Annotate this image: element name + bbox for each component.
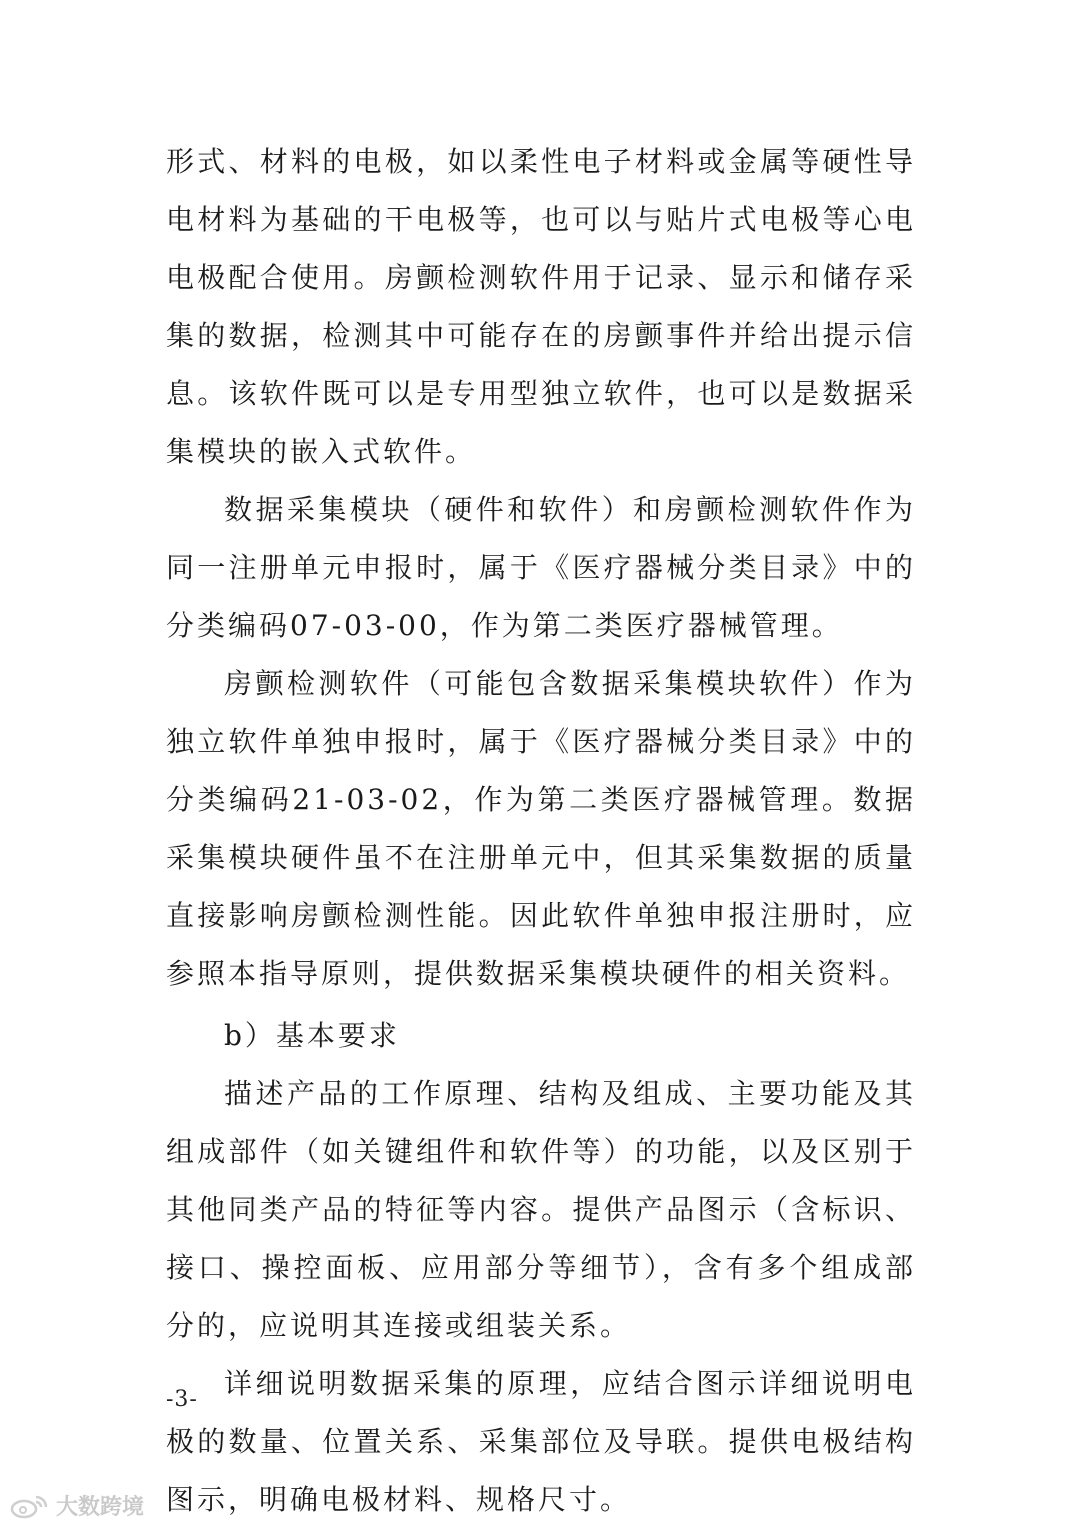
paragraph-standalone-software: 房颤检测软件（可能包含数据采集模块软件）作为独立软件单独申报时，属于《医疗器械分类目录》中的分类编码21-03-02，作为第二类医疗器械管理。数据采集模块硬件虽不在注册单元中，但其采集数据的质量直接影响房颤检测性能。因此软件单独申报注册时，应参照本指导原则，提供数据采集模块硬件的相关资料。 (166, 667, 916, 990)
weibo-logo-icon (10, 1493, 50, 1519)
page-number: -3- (166, 1387, 198, 1412)
paragraph-registration-unit: 数据采集模块（硬件和软件）和房颤检测软件作为同一注册单元申报时，属于《医疗器械分类目录》中的分类编码07-03-00，作为第二类医疗器械管理。 (166, 493, 916, 642)
watermark (10, 1490, 144, 1521)
watermark-text: 大数跨境 (56, 1495, 145, 1520)
section-heading-basic-requirements: b）基本要求 (224, 1019, 400, 1052)
paragraph-data-acquisition: 详细说明数据采集的原理，应结合图示详细说明电极的数量、位置关系、采集部位及导联。提供电极结构图示，明确电极材料、规格尺寸。 (166, 1367, 916, 1516)
paragraph-product-description: 描述产品的工作原理、结构及组成、主要功能及其组成部件（如关键组件和软件等）的功能，以及区别于其他同类产品的特征等内容。提供产品图示（含标识、接口、操控面板、应用部分等细节），含有多个组成部分的，应说明其连接或组装关系。 (166, 1077, 916, 1342)
document-body (166, 133, 916, 1529)
paragraph-continuation: 形式、材料的电极，如以柔性电子材料或金属等硬性导电材料为基础的干电极等，也可以与贴片式电极等心电电极配合使用。房颤检测软件用于记录、显示和储存采集的数据，检测其中可能存在的房颤事件并给出提示信息。该软件既可以是专用型独立软件，也可以是数据采集模块的嵌入式软件。 (166, 145, 916, 468)
